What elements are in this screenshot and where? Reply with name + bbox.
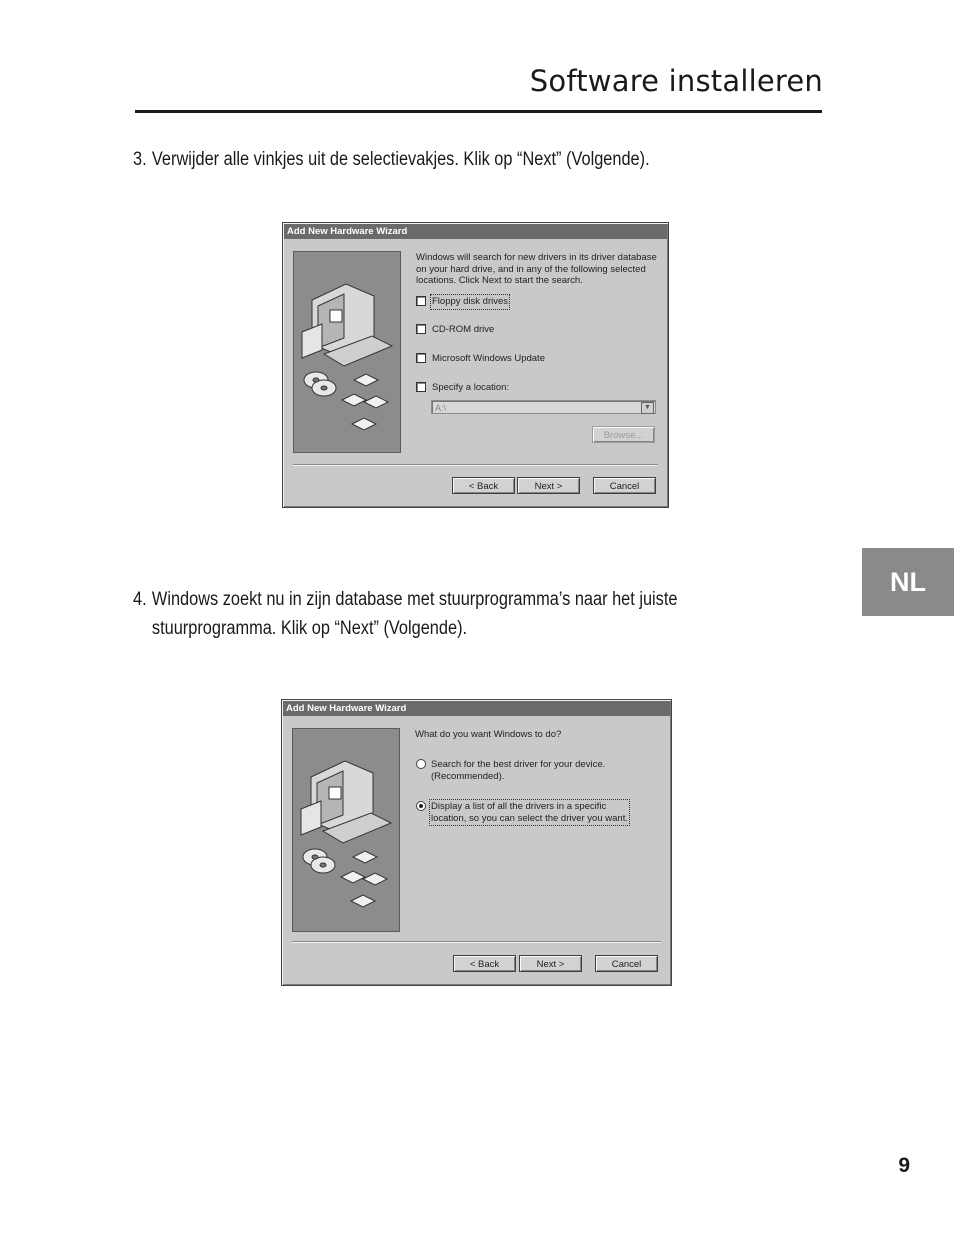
page-title: Software installeren [529, 64, 823, 98]
wizard-1-illustration [293, 251, 401, 453]
step-4-line-2: stuurprogramma. Klik op “Next” (Volgende). [151, 618, 468, 639]
wizard-2-question: What do you want Windows to do? [415, 729, 562, 740]
next-button[interactable]: Next > [519, 955, 582, 972]
language-tab: NL [862, 548, 954, 616]
step-4-number: 4. [133, 589, 147, 610]
floppy-label[interactable]: Floppy disk drives [432, 296, 509, 307]
search-best-driver-radio[interactable] [416, 759, 426, 769]
intro-line: Windows will search for new drivers in its driver database [416, 252, 657, 263]
chevron-down-icon[interactable]: ▼ [641, 402, 654, 414]
cancel-button[interactable]: Cancel [593, 477, 656, 494]
option-line: location, so you can select the driver you want. [431, 812, 628, 824]
wizard-2-titlebar: Add New Hardware Wizard [283, 701, 670, 716]
specify-location-label[interactable]: Specify a location: [432, 382, 510, 393]
cd-icon [293, 839, 399, 929]
specify-location-checkbox[interactable] [416, 382, 426, 392]
floppy-icon [341, 851, 387, 907]
floppy-checkbox[interactable] [416, 296, 426, 306]
step-4-line-1: Windows zoekt nu in zijn database met stuurprogramma’s naar het juiste [151, 589, 678, 610]
intro-line: locations. Click Next to start the search. [416, 275, 583, 286]
step-3-line-1: Verwijder alle vinkjes uit de selectievakjes. Klik op “Next” (Volgende). [151, 149, 650, 170]
floppy-icon [342, 374, 388, 430]
location-value: A:\ [435, 403, 447, 413]
search-best-driver-label[interactable] [431, 759, 605, 782]
display-list-label[interactable] [431, 801, 628, 824]
title-rule [135, 110, 822, 113]
step-3-number: 3. [133, 149, 147, 170]
display-list-radio[interactable] [416, 801, 426, 811]
browse-button[interactable]: Browse... [592, 426, 655, 443]
wizard-1-intro [416, 252, 661, 287]
step-4-text [133, 585, 677, 643]
cdrom-checkbox[interactable] [416, 324, 426, 334]
wizard-dialog-1 [282, 222, 669, 508]
page-number: 9 [898, 1154, 910, 1177]
step-3-text [133, 145, 650, 174]
intro-line: on your hard drive, and in any of the following selected [416, 263, 646, 275]
option-line: Search for the best driver for your device. [431, 759, 606, 770]
wizard-dialog-2 [281, 699, 672, 986]
back-button[interactable]: < Back [453, 955, 516, 972]
cancel-button[interactable]: Cancel [595, 955, 658, 972]
windows-update-label[interactable]: Microsoft Windows Update [432, 353, 545, 364]
windows-update-checkbox[interactable] [416, 353, 426, 363]
location-combobox[interactable] [431, 400, 656, 414]
wizard-2-illustration [292, 728, 400, 932]
cdrom-label[interactable]: CD-ROM drive [432, 324, 495, 335]
wizard-1-titlebar: Add New Hardware Wizard [284, 224, 667, 239]
wizard-2-separator [292, 941, 661, 943]
cd-icon [294, 362, 400, 452]
back-button[interactable]: < Back [452, 477, 515, 494]
wizard-1-separator [293, 464, 658, 466]
option-line: Display a list of all the drivers in a specific [431, 801, 607, 812]
next-button[interactable]: Next > [517, 477, 580, 494]
option-line: (Recommended). [431, 770, 505, 782]
